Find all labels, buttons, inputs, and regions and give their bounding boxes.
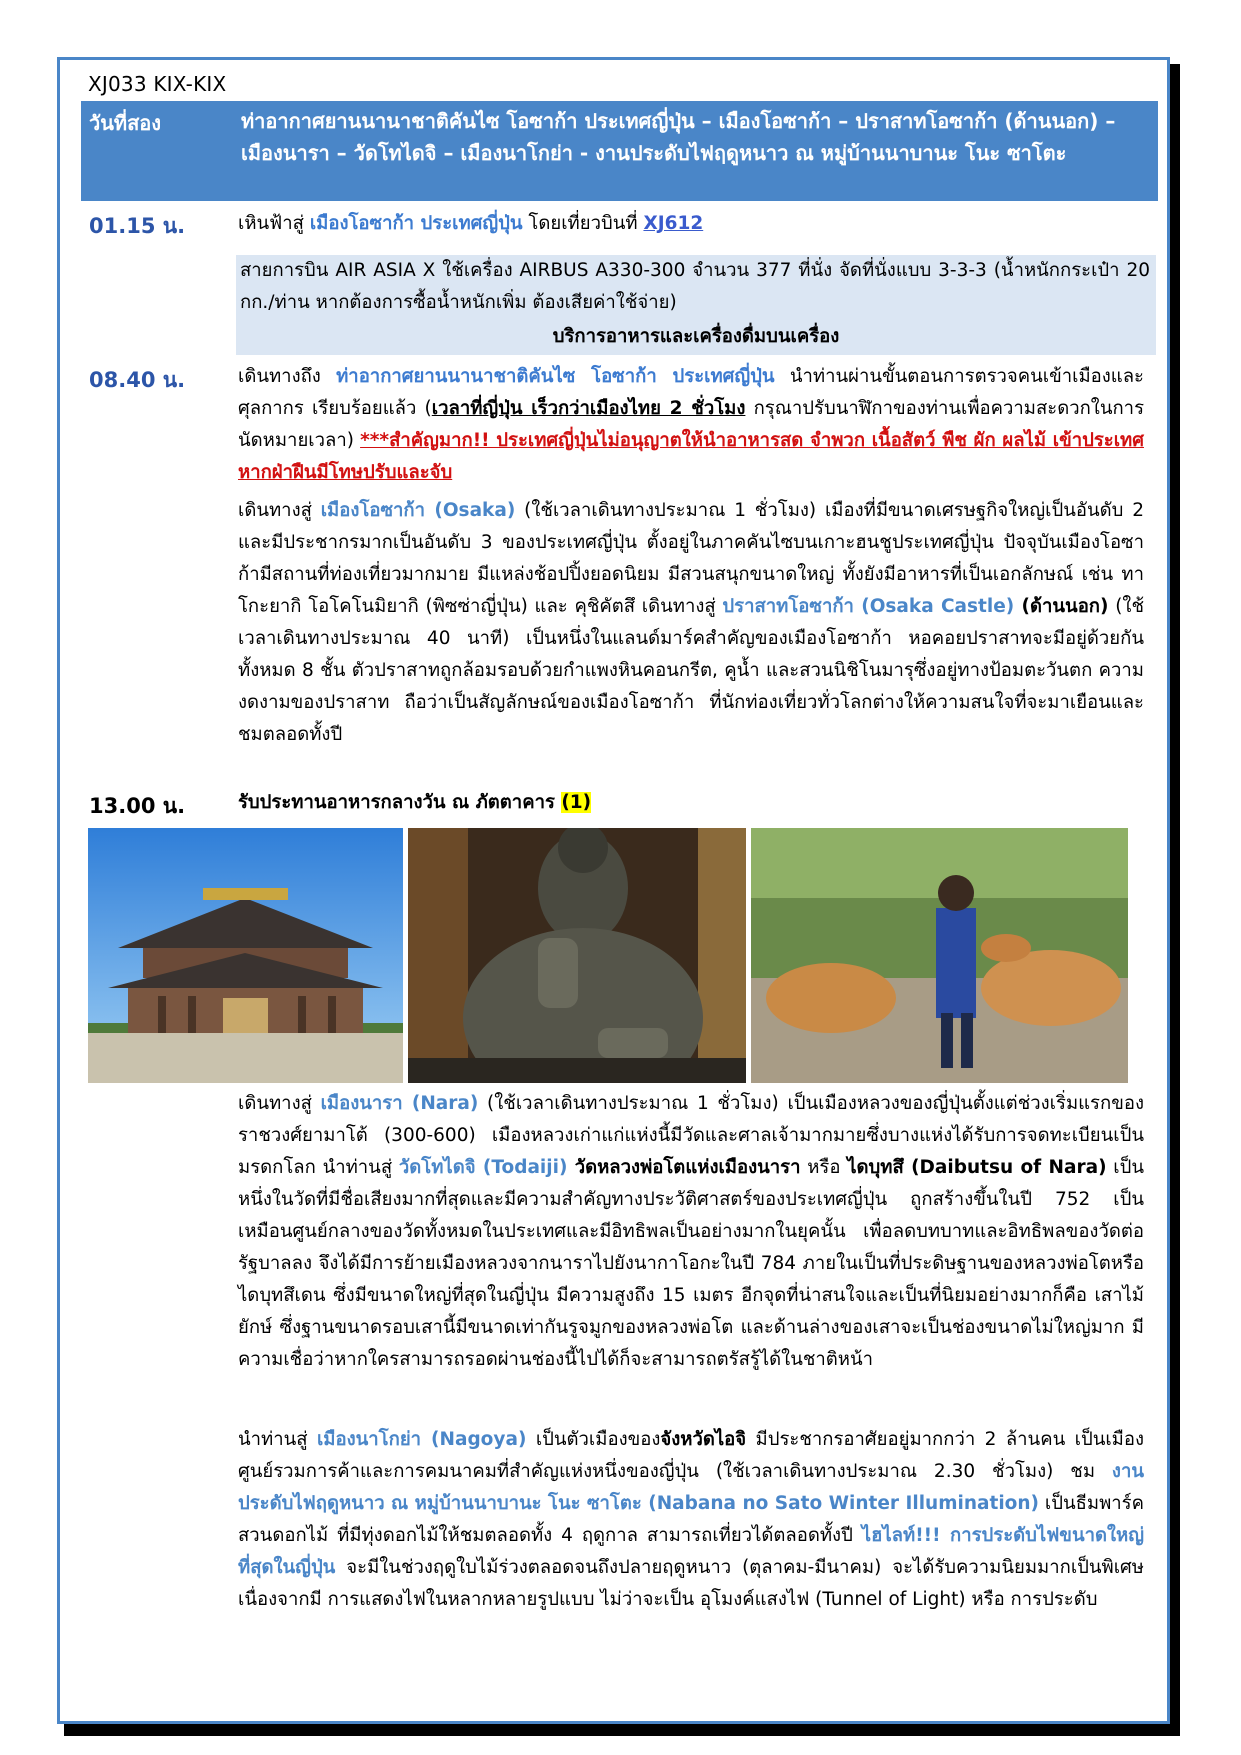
todaiji-temple-photo — [88, 828, 403, 1083]
osaka-a: เดินทางสู่ — [238, 500, 321, 521]
nara-deer-photo — [751, 828, 1128, 1083]
osaka-castle-highlight: ปราสาทโอซาก้า (Osaka Castle) — [722, 596, 1015, 617]
nagoya-a: นำท่านสู่ — [238, 1429, 317, 1450]
nara-b: (ใช้เวลาเดินทางประมาณ 1 ชั่วโมง) เป็นเมืองหลวงของญี่ปุ่นตั้งแต่ช่วงเริ่มแรกของราชวงศ์ยามาโต้ (300-600) เมืองหลวงเก่าแก่แห่งนี้มีวัดและศาลเจ้ามากมายซึ่งบางแห่งได้รับการจดทะเบียนเป็นมรดกโลก นำท่านสู่ — [238, 1093, 1144, 1178]
nagoya-b: เป็นตัวเมืองของ — [526, 1429, 661, 1450]
illumination-highlight: ไฮไลท์!!! การประดับไฟขนาดใหญ่ที่สุดในญี่ปุ่น — [238, 1525, 1144, 1578]
day-header — [81, 101, 1158, 201]
osaka-c: (ใช้เวลาเดินทางประมาณ 40 นาที) เป็นหนึ่งในแลนด์มาร์คสำคัญของเมืองโอซาก้า หอคอยปราสาทจะมีอยู่ด้วยกันทั้งหมด 8 ชั้น ตัวปราสาทถูกล้อมรอบด้วยกำแพงหินคอนกรีต, คูน้ำ และสวนนิชิโนมารุซึ่งอยู่ทางป้อมตะวันตก ความงดงามของปราสาท ถือว่าเป็นสัญลักษณ์ของเมืองโอซาก้า ที่นักท่องเที่ยวทั่วโลกต่างให้ความสนใจที่จะมาเยือนและชมตลอดทั้งปี — [238, 596, 1145, 745]
flight-info-box — [236, 255, 1156, 355]
time-1300: 13.00 น. — [89, 794, 186, 818]
time-0115: 01.15 น. — [89, 214, 186, 238]
arrival-paragraph — [238, 361, 1144, 489]
nagoya-c: มีประชากรอาศัยอยู่มากกว่า 2 ล้านคน เป็นเมืองศูนย์รวมการค้าและการคมนาคมที่สำคัญแห่งหนึ่งของญี่ปุ่น (ใช้เวลาเดินทางประมาณ 2.30 ชั่วโมง) ชม — [238, 1429, 1145, 1482]
great-buddha-bold: วัดหลวงพ่อโตแห่งเมืองนารา — [567, 1157, 801, 1178]
airport-highlight: ท่าอากาศยานนานาชาติคันไซ โอซาก้า ประเทศญี่ปุ่น — [336, 366, 775, 387]
flight-text: เหินฟ้าสู่ — [238, 213, 310, 234]
import-warning: ***สำคัญมาก!! ประเทศญี่ปุ่นไม่อนุญาตให้นำอาหารสด จำพวก เนื้อสัตว์ พืช ผัก ผลไม้ เข้าประเทศ หากฝ่าฝืนมีโทษปรับและจับ — [238, 430, 1144, 483]
nagoya-e: จะมีในช่วงฤดูใบไม้ร่วงตลอดจนถึงปลายฤดูหนาว (ตุลาคม-มีนาคม) จะได้รับความนิยมมากเป็นพิเศษ เนื่องจากมี การแสดงไฟในหลากหลายรูปแบบ ไม่ว่าจะเป็น อุโมงค์แสงไฟ (Tunnel of Light) หรือ การประดับ — [238, 1557, 1144, 1610]
time-0840: 08.40 น. — [89, 368, 186, 392]
aichi-bold: จังหวัดไอจิ — [660, 1429, 747, 1450]
flight-number: XJ612 — [643, 213, 704, 234]
flight-text-b: โดยเที่ยวบินที่ — [522, 213, 644, 234]
nara-c: หรือ — [800, 1157, 848, 1178]
flight-info: สายการบิน AIR ASIA X ใช้เครื่อง AIRBUS A330-300 จำนวน 377 ที่นั่ง จัดที่นั่งแบบ 3-3-3 (น้ำหนักกระเป๋า 20 กก./ท่าน หากต้องการซื้อน้ำหนักเพิ่ม ต้องเสียค่าใช้จ่าย) — [240, 260, 1150, 313]
nara-a: เดินทางสู่ — [238, 1093, 321, 1114]
nagoya-d: เป็นธีมพาร์คสวนดอกไม้ ที่มีทุ่งดอกไม้ให้ชมตลอดทั้ง 4 ฤดูกาล สามารถเที่ยวได้ตลอดทั้งปี — [238, 1493, 1144, 1546]
osaka-b: (ใช้เวลาเดินทางประมาณ 1 ชั่วโมง) เมืองที่มีขนาดเศรษฐกิจใหญ่เป็นอันดับ 2 และมีประชากรมากเป็นอันดับ 3 ของประเทศญี่ปุ่น ตั้งอยู่ในภาคคันไซบนเกาะฮนชูประเทศญี่ปุ่น ปัจจุบันเมืองโอซาก้ามีสถานที่ท่องเที่ยวมากมาย มีแหล่งช้อปปิ้งยอดนิยม มีสวนสนุกขนาดใหญ่ ทั้งยังมีอาหารที่เป็นเอกลักษณ์ เช่น ทาโกะยากิ โอโคโนมิยากิ (พิซซ่าญี่ปุ่น) และ คุชิคัตสึ เดินทางสู่ — [238, 500, 1144, 617]
todaiji-highlight: วัดโทไดจิ (Todaiji) — [398, 1157, 568, 1178]
nara-highlight: เมืองนารา (Nara) — [320, 1093, 479, 1114]
nabana-highlight: งานประดับไฟฤดูหนาว ณ หมู่บ้านนาบานะ โนะ ซาโตะ (Nabana no Sato Winter Illumination) — [238, 1461, 1144, 1514]
arrival-b: นำท่านผ่านขั้นตอนการตรวจคนเข้าเมืองและศุลกากร เรียบร้อยแล้ว ( — [238, 366, 1144, 419]
outside-note: (ด้านนอก) — [1014, 596, 1109, 617]
onboard-meal: บริการอาหารและเครื่องดื่มบนเครื่อง — [552, 326, 840, 347]
day-title: ท่าอากาศยานนานาชาติคันไซ โอซาก้า ประเทศญี่ปุ่น – เมืองโอซาก้า – ปราสาทโอซาก้า (ด้านนอก) – เมืองนารา – วัดโทไดจิ – เมืองนาโกย่า - งานประดับไฟฤดูหนาว ณ หมู่บ้านนาบานะ โนะ ซาโตะ — [241, 109, 1116, 165]
osaka-highlight: เมืองโอซาก้า (Osaka) — [320, 500, 516, 521]
document-code: XJ033 KIX-KIX — [88, 72, 227, 96]
arrival-c: กรุณาปรับนาฬิกาของท่านเพื่อความสะดวกในการนัดหมายเวลา) — [238, 398, 1145, 451]
lunch-text: รับประทานอาหารกลางวัน ณ ภัตตาคาร — [238, 792, 562, 813]
great-buddha-photo — [408, 828, 746, 1083]
lunch-line — [238, 787, 1144, 819]
day-label: วันที่สอง — [89, 111, 162, 135]
nagoya-highlight: เมืองนาโกย่า (Nagoya) — [316, 1429, 527, 1450]
nara-paragraph — [238, 1088, 1144, 1376]
nagoya-paragraph — [238, 1424, 1144, 1616]
meal-number: (1) — [561, 792, 592, 813]
destination-highlight: เมืองโอซาก้า ประเทศญี่ปุ่น — [309, 213, 523, 234]
flight-line — [238, 208, 1144, 240]
arrival-a: เดินทางถึง — [238, 366, 337, 387]
osaka-paragraph — [238, 495, 1144, 751]
daibutsu-bold: ไดบุทสึ (Daibutsu of Nara) — [847, 1157, 1107, 1178]
nara-d: เป็นหนึ่งในวัดที่มีชื่อเสียงมากที่สุดและมีความสำคัญทางประวัติศาสตร์ของประเทศญี่ปุ่น ถูกสร้างขึ้นในปี 752 เป็นเหมือนศูนย์กลางของวัดทั้งหมดในประเทศและมีอิทธิพลเป็นอย่างมากในยุคนั้น เพื่อลดบทบาทและอิทธิพลของวัดต่อรัฐบาลลง จึงได้มีการย้ายเมืองหลวงจากนาราไปยังนากาโอกะในปี 784 ภายในเป็นที่ประดิษฐานของหลวงพ่อโตหรือไดบุทสึเดน ซึ่งมีขนาดใหญ่ที่สุดในญี่ปุ่น มีความสูงถึง 15 เมตร อีกจุดที่น่าสนใจและเป็นที่นิยมอย่างมากก็คือ เสาไม้ยักษ์ ซึ่งฐานขนาดรอบเสานี้มีขนาดเท่ากันรูจมูกของหลวงพ่อโต และด้านล่างของเสาจะเป็นช่องขนาดไม่ใหญ่มาก มีความเชื่อว่าหากใครสามารถรอดผ่านช่องนี้ไปได้ก็จะสามารถตรัสรู้ได้ในชาติหน้า — [238, 1157, 1145, 1370]
time-difference: เวลาที่ญี่ปุ่น เร็วกว่าเมืองไทย 2 ชั่วโมง — [431, 398, 746, 419]
